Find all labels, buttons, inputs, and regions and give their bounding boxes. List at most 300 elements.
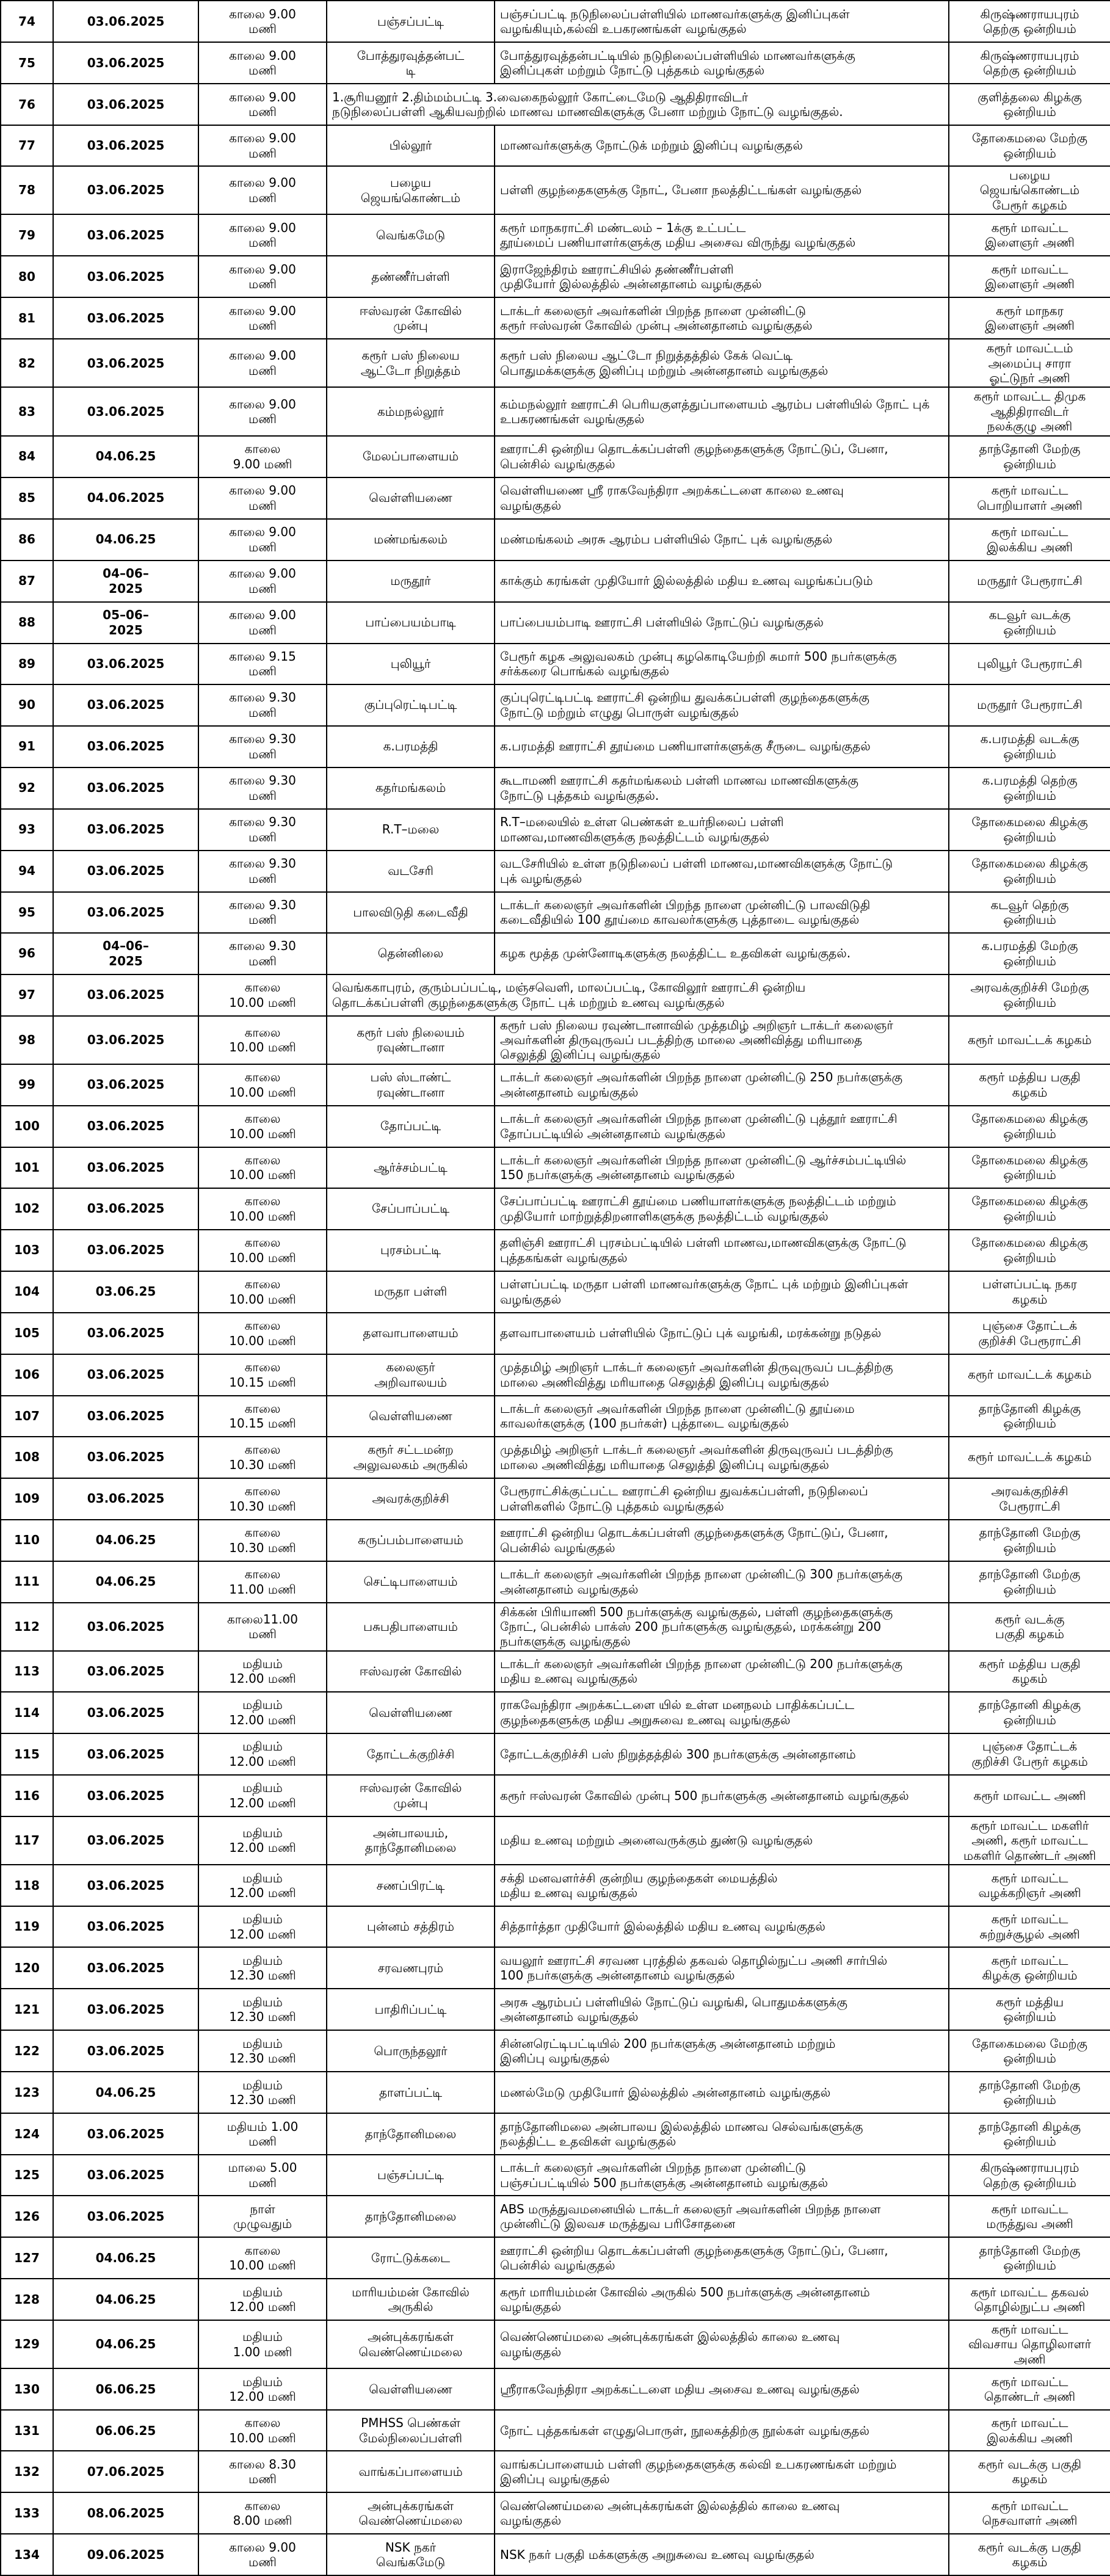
- organizer: கரூர் மாவட்ட இலக்கிய அணி: [949, 519, 1110, 561]
- organizer: தாந்தோனி மேற்கு ஒன்றியம்: [949, 2237, 1110, 2279]
- event-time: காலை 9.00 மணி: [198, 602, 327, 644]
- row-number: 110: [1, 1520, 53, 1561]
- table-row: [1, 2113, 1110, 2155]
- row-number: 93: [1, 809, 53, 851]
- event-date: 03.06.2025: [53, 297, 198, 339]
- organizer: கரூர் மாவட்ட கிழக்கு ஒன்றியம்: [949, 1947, 1110, 1989]
- row-number: 84: [1, 436, 53, 477]
- event-place: அன்புக்கரங்கள் வெண்ணெய்மலை: [327, 2492, 495, 2534]
- event-time: காலை 9.00 மணி: [198, 297, 327, 339]
- event-time: காலை 9.00 மணி: [198, 42, 327, 84]
- event-description: வயலூர் ஊராட்சி சரவண புரத்தில் தகவல் தொழில்நுட்ப அணி சார்பில் 100 நபர்களுக்கு அன்னதானம் வழங்குதல்: [495, 1947, 949, 1989]
- event-place: வெங்கமேடு: [327, 214, 495, 256]
- event-time: காலை 10.00 மணி: [198, 1188, 327, 1230]
- row-number: 108: [1, 1437, 53, 1478]
- row-number: 100: [1, 1106, 53, 1147]
- organizer: கரூர் மாவட்ட சுற்றுச்சூழல் அணி: [949, 1906, 1110, 1947]
- event-date: 03.06.2025: [53, 974, 198, 1016]
- event-description: பேரூர் கழக அலுவலகம் முன்பு கழகொடியேற்றி சுமார் 500 நபர்களுக்கு சர்க்கரை பொங்கல் வழங்குதல்: [495, 644, 949, 684]
- row-number: 98: [1, 1016, 53, 1064]
- event-description: சின்னரெட்டிபட்டியில் 200 நபர்களுக்கு அன்னதானம் மற்றும் இனிப்பு வழங்குதல்: [495, 2030, 949, 2072]
- table-row: [1, 1733, 1110, 1775]
- row-number: 127: [1, 2237, 53, 2279]
- event-date: 04–06– 2025: [53, 933, 198, 974]
- organizer: கரூர் மாவட்ட திமுக ஆதிதிராவிடர் நலக்குழு அணி: [949, 387, 1110, 435]
- event-description: சக்தி மனவளர்ச்சி குன்றிய குழந்தைகள் மையத்தில் மதிய உணவு வழங்குதல்: [495, 1865, 949, 1906]
- event-description: தோட்டக்குறிச்சி பஸ் நிறுத்தத்தில் 300 நபர்களுக்கு அன்னதானம்: [495, 1733, 949, 1775]
- table-row: [1, 1816, 1110, 1865]
- row-number: 103: [1, 1230, 53, 1271]
- event-time: நாள் முழுவதும்: [198, 2196, 327, 2237]
- table-row: [1, 1396, 1110, 1437]
- row-number: 94: [1, 851, 53, 892]
- table-row: [1, 1147, 1110, 1188]
- row-number: 132: [1, 2451, 53, 2492]
- event-date: 03.06.2025: [53, 1354, 198, 1396]
- event-date: 03.06.2025: [53, 892, 198, 933]
- organizer: கரூர் மாவட்ட தொண்டர் அணி: [949, 2368, 1110, 2410]
- organizer: கிருஷ்ணராயபுரம் தெற்கு ஒன்றியம்: [949, 1, 1110, 42]
- event-date: 03.06.2025: [53, 1989, 198, 2030]
- table-row: [1, 2451, 1110, 2492]
- table-row: [1, 2368, 1110, 2410]
- event-time: காலை 9.00 மணி: [198, 561, 327, 602]
- event-description: தாந்தோனிமலை அன்பாலய இல்லத்தில் மாணவ செல்வங்களுக்கு நலத்திட்ட உதவிகள் வழங்குதல்: [495, 2113, 949, 2155]
- organizer: தோகைமலை கிழக்கு ஒன்றியம்: [949, 1188, 1110, 1230]
- table-row: [1, 974, 1110, 1016]
- row-number: 99: [1, 1064, 53, 1106]
- event-description: R.T–மலையில் உள்ள பெண்கள் உயர்நிலைப் பள்ளி மாணவ,மாணவிகளுக்கு நலத்திட்டம் வழங்குதல்: [495, 809, 949, 851]
- row-number: 102: [1, 1188, 53, 1230]
- event-time: காலை 9.00 மணி: [198, 387, 327, 435]
- table-row: [1, 851, 1110, 892]
- event-description: ஊராட்சி ஒன்றிய தொடக்கப்பள்ளி குழந்தைகளுக்கு நோட்டுப், பேனா, பென்சில் வழங்குதல்: [495, 1520, 949, 1561]
- organizer: கரூர் மாவட்ட வழக்கறிஞர் அணி: [949, 1865, 1110, 1906]
- event-place: அவரக்குறிச்சி: [327, 1478, 495, 1520]
- table-row: [1, 125, 1110, 166]
- event-date: 03.06.25: [53, 1271, 198, 1313]
- event-place: தளவாபாளையம்: [327, 1313, 495, 1354]
- event-description: முத்தமிழ் அறிஞர் டாக்டர் கலைஞர் அவர்களின் திருவுருவப் படத்திற்கு மாலை அணிவித்து மரியாதை செலுத்தி இனிப்பு வழங்குதல்: [495, 1437, 949, 1478]
- row-number: 78: [1, 166, 53, 214]
- row-number: 134: [1, 2534, 53, 2575]
- table-row: [1, 1437, 1110, 1478]
- organizer: தாந்தோனி கிழக்கு ஒன்றியம்: [949, 2113, 1110, 2155]
- event-time: மதியம் 12.30 மணி: [198, 1989, 327, 2030]
- organizer: கரூர் மாவட்ட தகவல் தொழில்நுட்ப அணி: [949, 2279, 1110, 2320]
- table-row: [1, 339, 1110, 387]
- event-description: ஊராட்சி ஒன்றிய தொடக்கப்பள்ளி குழந்தைகளுக்கு நோட்டுப், பேனா, பென்சில் வழங்குதல்: [495, 436, 949, 477]
- organizer: கரூர் மாவட்ட இளைஞர் அணி: [949, 256, 1110, 297]
- event-description: தளிஞ்சி ஊராட்சி புரசம்பட்டியில் பள்ளி மாணவ,மாணவிகளுக்கு நோட்டு புத்தகங்கள் வழங்குதல்: [495, 1230, 949, 1271]
- row-number: 114: [1, 1692, 53, 1733]
- event-time: காலை 8.00 மணி: [198, 2492, 327, 2534]
- event-description: குப்புரெட்டிபட்டி ஊராட்சி ஒன்றிய துவக்கப்பள்ளி குழந்தைகளுக்கு நோட்டு மற்றும் எழுது பொருள் வழங்குதல்: [495, 684, 949, 726]
- event-time: காலை 10.00 மணி: [198, 1230, 327, 1271]
- event-date: 03.06.2025: [53, 1478, 198, 1520]
- row-number: 115: [1, 1733, 53, 1775]
- organizer: கரூர் மாவட்ட இலக்கிய அணி: [949, 2410, 1110, 2451]
- event-place: பில்லூர்: [327, 125, 495, 166]
- table-row: [1, 1354, 1110, 1396]
- event-description: போத்துரவுத்தன்பட்டியில் நடுநிலைப்பள்ளியில் மாணவர்களுக்கு இனிப்புகள் மற்றும் நோட்டு புத்தகம் வழங்குதல்: [495, 42, 949, 84]
- event-place: மாரியம்மன் கோவில் அருகில்: [327, 2279, 495, 2320]
- event-time: காலை 9.30 மணி: [198, 726, 327, 767]
- organizer: கரூர் மாவட்ட மகளிர் அணி, கரூர் மாவட்ட மகளிர் தொண்டர் அணி: [949, 1816, 1110, 1865]
- event-place: கரூர் பஸ் நிலைய ஆட்டோ நிறுத்தம்: [327, 339, 495, 387]
- table-row: [1, 809, 1110, 851]
- event-date: 03.06.2025: [53, 1692, 198, 1733]
- event-description: கழக மூத்த முன்னோடிகளுக்கு நலத்திட்ட உதவிகள் வழங்குதல்.: [495, 933, 949, 974]
- event-place: மருதூர்: [327, 561, 495, 602]
- event-place-description: வெங்ககாபுரம், குரும்பப்பட்டி, மஞ்சவெளி, மாலப்பட்டி, கோவிலூர் ஊராட்சி ஒன்றிய தொடக்கப்பள்ளி குழந்தைகளுக்கு நோட் புக் மற்றும் உணவு வழங்குதல்: [327, 974, 949, 1016]
- table-row: [1, 1561, 1110, 1603]
- event-place: கருப்பம்பாளையம்: [327, 1520, 495, 1561]
- table-row: [1, 84, 1110, 125]
- event-place: வெள்ளியணை: [327, 477, 495, 519]
- row-number: 126: [1, 2196, 53, 2237]
- event-date: 03.06.2025: [53, 851, 198, 892]
- event-time: காலை 10.00 மணி: [198, 1016, 327, 1064]
- event-time: காலை 9.30 மணி: [198, 684, 327, 726]
- event-date: 03.06.2025: [53, 644, 198, 684]
- event-time: மதியம் 12.00 மணி: [198, 1733, 327, 1775]
- event-place: தாளப்பட்டி: [327, 2072, 495, 2113]
- event-time: காலை 9.15 மணி: [198, 644, 327, 684]
- event-date: 03.06.2025: [53, 1188, 198, 1230]
- event-description: கூடாமணி ஊராட்சி கதர்மங்கலம் பள்ளி மாணவ மாணவிகளுக்கு நோட்டு புத்தகம் வழங்குதல்.: [495, 767, 949, 809]
- event-place: புலியூர்: [327, 644, 495, 684]
- organizer: கரூர் மத்திய ஒன்றியம்: [949, 1989, 1110, 2030]
- event-time: மதியம் 12.00 மணி: [198, 2368, 327, 2410]
- event-date: 03.06.2025: [53, 84, 198, 125]
- event-description: வாங்கப்பாளையம் பள்ளி குழந்தைகளுக்கு கல்வி உபகரணங்கள் மற்றும் இனிப்பு வழங்குதல்: [495, 2451, 949, 2492]
- row-number: 75: [1, 42, 53, 84]
- event-description: நோட் புத்தகங்கள் எழுதுபொருள், நூலகத்திற்கு நூல்கள் வழங்குதல்: [495, 2410, 949, 2451]
- organizer: பள்ளப்பட்டி நகர கழகம்: [949, 1271, 1110, 1313]
- table-row: [1, 2410, 1110, 2451]
- row-number: 125: [1, 2155, 53, 2196]
- row-number: 107: [1, 1396, 53, 1437]
- event-date: 03.06.2025: [53, 1437, 198, 1478]
- event-time: காலை 10.00 மணி: [198, 1271, 327, 1313]
- table-row: [1, 519, 1110, 561]
- event-date: 03.06.2025: [53, 214, 198, 256]
- row-number: 133: [1, 2492, 53, 2534]
- event-time: காலை 9.00 மணி: [198, 166, 327, 214]
- event-place: ஈஸ்வரன் கோவில்: [327, 1651, 495, 1692]
- row-number: 97: [1, 974, 53, 1016]
- event-time: காலை 10.15 மணி: [198, 1354, 327, 1396]
- event-place: சணப்பிரட்டி: [327, 1865, 495, 1906]
- event-place: புன்னம் சத்திரம்: [327, 1906, 495, 1947]
- table-row: [1, 1271, 1110, 1313]
- event-date: 05–06– 2025: [53, 602, 198, 644]
- event-description: NSK நகர் பகுதி மக்களுக்கு அறுசுவை உணவு வழங்குதல்: [495, 2534, 949, 2575]
- event-date: 04.06.25: [53, 2237, 198, 2279]
- row-number: 129: [1, 2320, 53, 2368]
- event-place: மேலப்பாளையம்: [327, 436, 495, 477]
- row-number: 121: [1, 1989, 53, 2030]
- event-place: சரவணபுரம்: [327, 1947, 495, 1989]
- event-time: காலை 9.00 மணி: [198, 2534, 327, 2575]
- event-place: கலைஞர் அறிவாலயம்: [327, 1354, 495, 1396]
- event-date: 03.06.2025: [53, 125, 198, 166]
- organizer: கரூர் வடக்கு பகுதி கழகம்: [949, 2534, 1110, 2575]
- event-description: தளவாபாளையம் பள்ளியில் நோட்டுப் புக் வழங்கி, மரக்கன்று நடுதல்: [495, 1313, 949, 1354]
- organizer: கரூர் மாவட்ட விவசாய தொழிலாளர் அணி: [949, 2320, 1110, 2368]
- organizer: தோகைமலை மேற்கு ஒன்றியம்: [949, 125, 1110, 166]
- event-time: காலை 9.00 மணி: [198, 125, 327, 166]
- event-place: அன்பாலயம், தாந்தோனிமலை: [327, 1816, 495, 1865]
- event-date: 03.06.2025: [53, 1775, 198, 1816]
- table-row: [1, 1947, 1110, 1989]
- event-date: 03.06.2025: [53, 726, 198, 767]
- event-place: PMHSS பெண்கள் மேல்நிலைப்பள்ளி: [327, 2410, 495, 2451]
- organizer: கிருஷ்ணராயபுரம் தெற்கு ஒன்றியம்: [949, 42, 1110, 84]
- event-time: காலை 8.30 மணி: [198, 2451, 327, 2492]
- event-description: அரசு ஆரம்பப் பள்ளியில் நோட்டுப் வழங்கி, பொதுமக்களுக்கு அன்னதானம் வழங்குதல்: [495, 1989, 949, 2030]
- event-place: தோப்பட்டி: [327, 1106, 495, 1147]
- event-description: வெள்ளியணை ஸ்ரீ ராகவேந்திரா அறக்கட்டளை காலை உணவு வழங்குதல்: [495, 477, 949, 519]
- organizer: மருதூர் பேரூராட்சி: [949, 684, 1110, 726]
- event-description: வெண்ணெய்மலை அன்புக்கரங்கள் இல்லத்தில் காலை உணவு வழங்குதல்: [495, 2320, 949, 2368]
- event-time: மதியம் 12.30 மணி: [198, 2030, 327, 2072]
- event-place: போத்துரவுத்தன்பட் டி: [327, 42, 495, 84]
- row-number: 105: [1, 1313, 53, 1354]
- organizer: கடவூர் வடக்கு ஒன்றியம்: [949, 602, 1110, 644]
- table-row: [1, 1106, 1110, 1147]
- event-description: டாக்டர் கலைஞர் அவர்களின் பிறந்த நாளை முன்னிட்டு தூய்மை காவலர்களுக்கு (100 நபர்கள்) புத்தாடை வழங்குதல்: [495, 1396, 949, 1437]
- row-number: 128: [1, 2279, 53, 2320]
- table-row: [1, 1775, 1110, 1816]
- table-row: [1, 1906, 1110, 1947]
- event-time: காலை 10.30 மணி: [198, 1520, 327, 1561]
- table-row: [1, 1313, 1110, 1354]
- table-row: [1, 1651, 1110, 1692]
- organizer: தோகைமலை கிழக்கு ஒன்றியம்: [949, 1147, 1110, 1188]
- organizer: பழைய ஜெயங்கொண்டம் பேரூர் கழகம்: [949, 166, 1110, 214]
- row-number: 87: [1, 561, 53, 602]
- event-description: மதிய உணவு மற்றும் அனைவருக்கும் துண்டு வழங்குதல்: [495, 1816, 949, 1865]
- event-place: ஈஸ்வரன் கோவில் முன்பு: [327, 297, 495, 339]
- organizer: தோகைமலை கிழக்கு ஒன்றியம்: [949, 809, 1110, 851]
- event-date: 06.06.25: [53, 2410, 198, 2451]
- event-date: 04–06– 2025: [53, 561, 198, 602]
- row-number: 80: [1, 256, 53, 297]
- row-number: 85: [1, 477, 53, 519]
- table-row: [1, 256, 1110, 297]
- event-place: பொருந்தலூர்: [327, 2030, 495, 2072]
- organizer: கரூர் மாவட்டக் கழகம்: [949, 1437, 1110, 1478]
- event-date: 04.06.25: [53, 436, 198, 477]
- event-date: 03.06.2025: [53, 2030, 198, 2072]
- event-date: 03.06.2025: [53, 809, 198, 851]
- table-row: [1, 1230, 1110, 1271]
- organizer: கரூர் மாவட்ட பொறியாளர் அணி: [949, 477, 1110, 519]
- event-date: 03.06.2025: [53, 684, 198, 726]
- row-number: 122: [1, 2030, 53, 2072]
- row-number: 96: [1, 933, 53, 974]
- event-place: தென்னிலை: [327, 933, 495, 974]
- event-date: 03.06.2025: [53, 1147, 198, 1188]
- organizer: கரூர் வடக்கு பகுதி கழகம்: [949, 2451, 1110, 2492]
- organizer: கிருஷ்ணராயபுரம் தெற்கு ஒன்றியம்: [949, 2155, 1110, 2196]
- table-row: [1, 387, 1110, 435]
- event-description: மணல்மேடு முதியோர் இல்லத்தில் அன்னதானம் வழங்குதல்: [495, 2072, 949, 2113]
- row-number: 89: [1, 644, 53, 684]
- event-date: 03.06.2025: [53, 2155, 198, 2196]
- event-time: மதியம் 1.00 மணி: [198, 2320, 327, 2368]
- organizer: தோகைமலை கிழக்கு ஒன்றியம்: [949, 851, 1110, 892]
- organizer: தாந்தோனி மேற்கு ஒன்றியம்: [949, 1561, 1110, 1603]
- table-row: [1, 1064, 1110, 1106]
- event-place: பாலவிடுதி கடைவீதி: [327, 892, 495, 933]
- row-number: 90: [1, 684, 53, 726]
- event-date: 04.06.25: [53, 2279, 198, 2320]
- row-number: 95: [1, 892, 53, 933]
- event-place: வெள்ளியணை: [327, 2368, 495, 2410]
- event-time: காலை 11.00 மணி: [198, 1561, 327, 1603]
- table-row: [1, 2534, 1110, 2575]
- organizer: கரூர் மாநகர இளைஞர் அணி: [949, 297, 1110, 339]
- row-number: 111: [1, 1561, 53, 1603]
- organizer: தோகைமலை கிழக்கு ஒன்றியம்: [949, 1106, 1110, 1147]
- row-number: 131: [1, 2410, 53, 2451]
- event-place: பாப்பையம்பாடி: [327, 602, 495, 644]
- event-date: 03.06.2025: [53, 1106, 198, 1147]
- event-time: மதியம் 12.00 மணி: [198, 1865, 327, 1906]
- event-time: காலை 9.30 மணி: [198, 767, 327, 809]
- event-date: 09.06.2025: [53, 2534, 198, 2575]
- event-description: பள்ளி குழந்தைகளுக்கு நோட், பேனா நலத்திட்டங்கள் வழங்குதல்: [495, 166, 949, 214]
- row-number: 112: [1, 1603, 53, 1651]
- event-time: காலை 10.00 மணி: [198, 1064, 327, 1106]
- event-time: காலை 10.00 மணி: [198, 1106, 327, 1147]
- event-time: மதியம் 12.00 மணி: [198, 2279, 327, 2320]
- table-row: [1, 1016, 1110, 1064]
- row-number: 92: [1, 767, 53, 809]
- event-place: மண்மங்கலம்: [327, 519, 495, 561]
- table-row: [1, 2320, 1110, 2368]
- event-description: டாக்டர் கலைஞர் அவர்களின் பிறந்த நாளை முன்னிட்டு பாலவிடுதி கடைவீதியில் 100 தூய்மை காவலர்களுக்கு புத்தாடை வழங்குதல்: [495, 892, 949, 933]
- organizer: கரூர் வடக்கு பகுதி கழகம்: [949, 1603, 1110, 1651]
- event-description: பஞ்சப்பட்டி நடுநிலைப்பள்ளியில் மாணவர்களுக்கு இனிப்புகள் வழங்கியும்,கல்வி உபகரணங்கள் வழங்குதல்: [495, 1, 949, 42]
- event-description: டாக்டர் கலைஞர் அவர்களின் பிறந்த நாளை முன்னிட்டு பஞ்சப்பட்டியில் 500 நபர்களுக்கு அன்னதானம் வழங்குதல்: [495, 2155, 949, 2196]
- organizer: புஞ்சை தோட்டக் குறிச்சி பேரூர் கழகம்: [949, 1733, 1110, 1775]
- event-date: 03.06.2025: [53, 1313, 198, 1354]
- event-time: காலை 9.00 மணி: [198, 519, 327, 561]
- event-date: 03.06.2025: [53, 1603, 198, 1651]
- table-row: [1, 2492, 1110, 2534]
- table-row: [1, 892, 1110, 933]
- event-time: காலை 9.00 மணி: [198, 477, 327, 519]
- organizer: கரூர் மத்திய பகுதி கழகம்: [949, 1064, 1110, 1106]
- table-row: [1, 2237, 1110, 2279]
- event-place: க.பரமத்தி: [327, 726, 495, 767]
- table-row: [1, 1692, 1110, 1733]
- event-description: சித்தார்த்தா முதியோர் இல்லத்தில் மதிய உணவு வழங்குதல்: [495, 1906, 949, 1947]
- organizer: க.பரமத்தி தெற்கு ஒன்றியம்: [949, 767, 1110, 809]
- event-description: ABS மருத்துவமனையில் டாக்டர் கலைஞர் அவர்களின் பிறந்த நாளை முன்னிட்டு இலவச மருத்துவ பரிசோதனை: [495, 2196, 949, 2237]
- event-time: காலை 10.30 மணி: [198, 1437, 327, 1478]
- event-time: காலை 9.00 மணி: [198, 84, 327, 125]
- event-time: காலை 9.00 மணி: [198, 214, 327, 256]
- table-row: [1, 1188, 1110, 1230]
- table-row: [1, 2072, 1110, 2113]
- event-date: 03.06.2025: [53, 1947, 198, 1989]
- organizer: குளித்தலை கிழக்கு ஒன்றியம்: [949, 84, 1110, 125]
- table-row: [1, 214, 1110, 256]
- event-date: 03.06.2025: [53, 42, 198, 84]
- event-description: கரூர் ஈஸ்வரன் கோவில் முன்பு 500 நபர்களுக்கு அன்னதானம் வழங்குதல்: [495, 1775, 949, 1816]
- event-description: டாக்டர் கலைஞர் அவர்களின் பிறந்த நாளை முன்னிட்டு ஆர்ச்சம்பட்டியில் 150 நபர்களுக்கு அன்னதானம் வழங்குதல்: [495, 1147, 949, 1188]
- table-row: [1, 2030, 1110, 2072]
- event-time: காலை 10.15 மணி: [198, 1396, 327, 1437]
- row-number: 83: [1, 387, 53, 435]
- event-date: 08.06.2025: [53, 2492, 198, 2534]
- organizer: தாந்தோனி கிழக்கு ஒன்றியம்: [949, 1692, 1110, 1733]
- event-time: காலை 9.30 மணி: [198, 892, 327, 933]
- event-date: 03.06.2025: [53, 1, 198, 42]
- organizer: கரூர் மாவட்டக் கழகம்: [949, 1016, 1110, 1064]
- event-description: மாணவர்களுக்கு நோட்டுக் மற்றும் இனிப்பு வழங்குதல்: [495, 125, 949, 166]
- event-date: 03.06.2025: [53, 256, 198, 297]
- organizer: அரவக்குறிச்சி பேரூராட்சி: [949, 1478, 1110, 1520]
- event-description: கரூர் மாரியம்மன் கோவில் அருகில் 500 நபர்களுக்கு அன்னதானம் வழங்குதல்: [495, 2279, 949, 2320]
- table-row: [1, 684, 1110, 726]
- organizer: கரூர் மாவட்டக் கழகம்: [949, 1354, 1110, 1396]
- event-place: வெள்ளியணை: [327, 1396, 495, 1437]
- event-place: சேப்பாப்பட்டி: [327, 1188, 495, 1230]
- event-time: காலை 9.30 மணி: [198, 851, 327, 892]
- event-time: காலை 10.00 மணி: [198, 2237, 327, 2279]
- event-date: 03.06.2025: [53, 1230, 198, 1271]
- row-number: 124: [1, 2113, 53, 2155]
- event-description: காக்கும் கரங்கள் முதியோர் இல்லத்தில் மதிய உணவு வழங்கப்படும்: [495, 561, 949, 602]
- row-number: 113: [1, 1651, 53, 1692]
- event-time: மதியம் 12.00 மணி: [198, 1816, 327, 1865]
- event-place: வாங்கப்பாளையம்: [327, 2451, 495, 2492]
- event-place: புரசம்பட்டி: [327, 1230, 495, 1271]
- organizer: மருதூர் பேரூராட்சி: [949, 561, 1110, 602]
- event-place: பஞ்சப்பட்டி: [327, 2155, 495, 2196]
- event-description: கம்மநல்லூர் ஊராட்சி பெரியகுளத்துப்பாளையம் ஆரம்ப பள்ளியில் நோட் புக் உபகரணங்கள் வழங்குதல்: [495, 387, 949, 435]
- row-number: 77: [1, 125, 53, 166]
- event-time: காலை 9.00 மணி: [198, 339, 327, 387]
- event-place: செட்டிபாளையம்: [327, 1561, 495, 1603]
- event-place: கம்மநல்லூர்: [327, 387, 495, 435]
- row-number: 104: [1, 1271, 53, 1313]
- event-description: வெண்ணெய்மலை அன்புக்கரங்கள் இல்லத்தில் காலை உணவு வழங்குதல்: [495, 2492, 949, 2534]
- event-description: வடசேரியில் உள்ள நடுநிலைப் பள்ளி மாணவ,மாணவிகளுக்கு நோட்டு புக் வழங்குதல்: [495, 851, 949, 892]
- event-place: பழைய ஜெயங்கொண்டம்: [327, 166, 495, 214]
- event-date: 06.06.25: [53, 2368, 198, 2410]
- event-description: டாக்டர் கலைஞர் அவர்களின் பிறந்த நாளை முன்னிட்டு 200 நபர்களுக்கு மதிய உணவு வழங்குதல்: [495, 1651, 949, 1692]
- table-row: [1, 477, 1110, 519]
- event-date: 04.06.25: [53, 519, 198, 561]
- event-place: ஆர்ச்சம்பட்டி: [327, 1147, 495, 1188]
- event-place: ரோட்டுக்கடை: [327, 2237, 495, 2279]
- event-date: 03.06.2025: [53, 1651, 198, 1692]
- event-description: இராஜேந்திரம் ஊராட்சியில் தண்ணீர்பள்ளி முதியோர் இல்லத்தில் அன்னதானம் வழங்குதல்: [495, 256, 949, 297]
- event-time: மாலை 5.00 மணி: [198, 2155, 327, 2196]
- organizer: புலியூர் பேரூராட்சி: [949, 644, 1110, 684]
- event-date: 03.06.2025: [53, 1906, 198, 1947]
- organizer: அரவக்குறிச்சி மேற்கு ஒன்றியம்: [949, 974, 1110, 1016]
- event-description: ராகவேந்திரா அறக்கட்டளை யில் உள்ள மனநலம் பாதிக்கப்பட்ட குழந்தைகளுக்கு மதிய அறுசுவை உணவு வழங்குதல்: [495, 1692, 949, 1733]
- table-row: [1, 166, 1110, 214]
